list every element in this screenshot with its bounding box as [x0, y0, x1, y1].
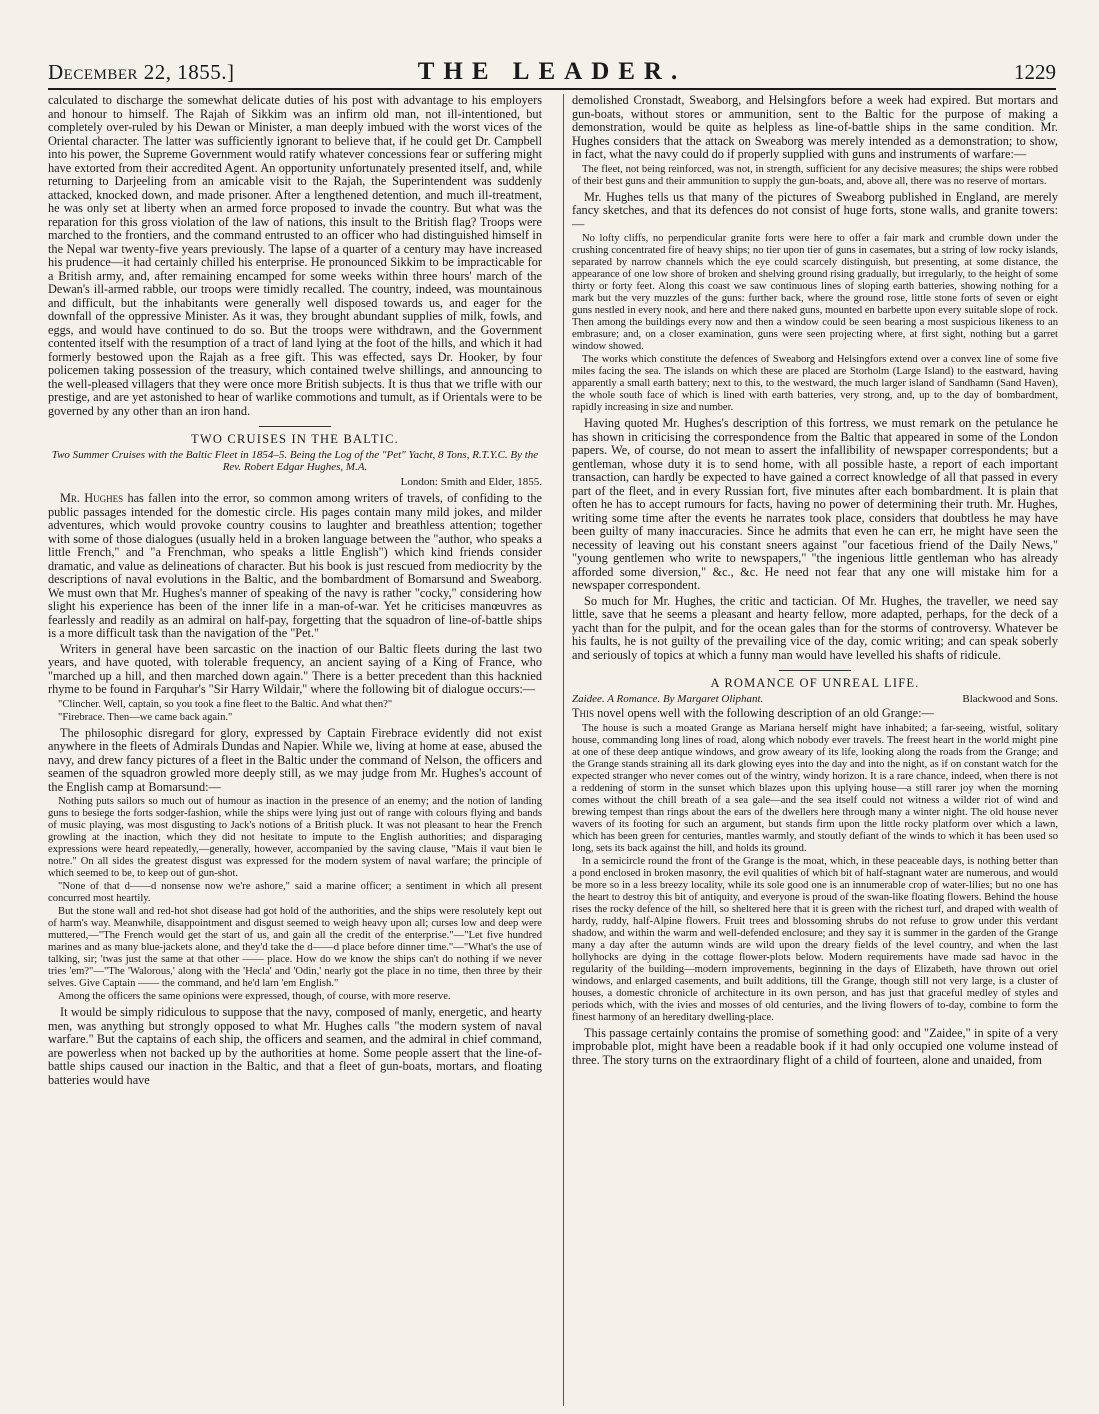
- quote-paragraph: The works which constitute the defences of Sweaborg and Helsingfors extend over a convex line of some five miles facing the sea. The islands on which these are placed are Storholm (Large Island) to the eastward, having apparently a small earth battery; next to this, to the westward, the much larger island of Sandhamn (Sand Haven), the whole south face of which is lined with earth batteries, very strong, and, up to the day of bombardment, rapidly increasing in size and number.: [572, 354, 1058, 413]
- quote-paragraph: Nothing puts sailors so much out of humour as inaction in the presence of an enemy; and the notion of landing guns to besiege the forts sodger-fashion, while the ships were lying just out of range with colours flying and bands of music playing, was most disgusting to Jack's notions of a British pluck. It was not pleasant to hear the French growling at the inaction, which they did not hesitate to impute to the English authorities; and disparaging expressions were heard repeatedly,—generally, however, accompanied by the saving clause, "Mais il vaut bien le notre." On all sides the greatest disgust was expressed for the modern system of naval warfare; the principle of which seemed to be, to keep out of gun-shot.: [48, 796, 542, 879]
- continuation-paragraph: demolished Cronstadt, Sweaborg, and Helsingfors before a week had expired. But mortars and gun-boats, without stores or ammunition, sent to the Baltic for the purpose of making a demonstration, would be quite as helpless as line-of-battle ships in the same condition. Mr. Hughes considers that the attack on Sweaborg was merely intended as a demonstration; to show, in fact, what the navy could do if properly supplied with guns and instruments of warfare:—: [572, 94, 1058, 161]
- book-citation: [572, 693, 1058, 706]
- block-quote: [572, 723, 1058, 1024]
- quote-paragraph: No lofty cliffs, no perpendicular granite forts were here to offer a fair mark and crumble down under the crushing concentrated fire of heavy ships; no tier upon tier of guns in casemates, but a string of low rocky islands, separated by narrow channels which the eye could scarcely distinguish, but presenting, at some distance, the appearance of one low shore of broken and shelving ground rising gradually, but irregularly, to the height of some thirty or forty feet. Along this coast we saw continuous lines of sloping earth batteries, showing nothing for a mark but the very muzzles of the guns: further back, where the ground rose, little stone forts of seven or eight guns nestled in every nook, and here and there naked guns, mounted en barbette upon every suitable slope of rock. Then among the buildings every now and then a window could be seen bearing a most suspicious likeness to an embrasure; and, on a closer examination, guns were seen projecting where, at first sight, nothing but a garret window showed.: [572, 233, 1058, 352]
- block-quote: [572, 233, 1058, 414]
- quote-paragraph: But the stone wall and red-hot shot disease had got hold of the authorities, and the ships were resolutely kept out of harm's way. Meanwhile, disappointment and disgust seemed to weigh heavy upon all; curses low and deep were muttered,—"The French would get the start of us, and gain all the credit of the enterprise."—"Let five hundred marines and as many blue-jackets alone, and they'd take the d——d place before dinner time."—"What's the use of talking, sir; 'twas just the same at that other —— place. How do we know the ships can't do nothing if we never tries 'em?"—"The 'Walorous,' along with the 'Hecla' and 'Odin,' nearly got the place in no time, then three by their selves. Give Captain —— the command, and he'd larn 'em English.": [48, 906, 542, 989]
- book-publisher: London: Smith and Elder, 1855.: [400, 475, 542, 488]
- dialogue-line: "Firebrace. Then—we came back again.": [58, 711, 233, 723]
- article-paragraph: Mr. Hughes has fallen into the error, so common among writers of travels, of confiding to the public passages intended for the domestic circle. His pages contain many mild jokes, and milder adventures, which would provoke country cousins to laughter and breathless attention; together with some of those dialogues (usually held in a broken language between the "author, who speaks a little French," and "a Frenchman, who speaks a little English") which kind friends consider dramatic, and value as delineations of character. But his book is just rescued from mediocrity by the descriptions of naval evolutions in the Baltic, and the bombardment of Bomarsund and Sweaborg. We must own that Mr. Hughes's manner of speaking of the navy is rather "cocky," considering how slight his experience has been of the inner life in a man-of-war. Yet he criticises manœuvres as fearlessly and readily as an admiral on half-pay, forgetting that the squadron of line-of-battle ships is a more difficult task than the navigation of the "Pet.": [48, 491, 542, 640]
- lead-name: This: [572, 706, 595, 720]
- page-number: 1229: [1014, 60, 1056, 84]
- dialogue-line: "Clincher. Well, captain, so you took a fine fleet to the Baltic. And what then?": [58, 698, 393, 710]
- quote-paragraph: In a semicircle round the front of the Grange is the moat, which, in these peaceable days, is nothing better than a pond enclosed in broken masonry, the evil qualities of which bit of half-stagnant water are numerous, and would be more so in a less breezy locality, while its sole good one is an innumerable crop of water-lilies; but no one has the heart to destroy this bit of antiquity, and everyone is proud of the swan-like floating flowers. Behind the house rises the rocky defence of the hill, so sheltered here that it is green with the richest turf, and draped with wealth of hardy, ruddy, half-Alpine flowers. Fruit trees and blossoming shrubs do not refuse to grow under this verdant shadow, and within the warm and well-defended enclosure; and they say it is summer in the garden of the Grange many a day after the autumn winds are wild upon the dreary fields of the level country, and when the last hollyhocks are dying in the cottage flower-plots below. Modern requirements have made sad havoc in the regularity of the building—modern improvements, beginning in the days of Elizabeth, have thrown out oriel windows, and enlarged casements, and built additions, till the Grange, though still not very large, is a cluster of houses, a domestic chronicle of architecture in its own person, and has just that graceful medley of styles and periods which, with the ivies and mosses of old centuries, and the living flowers of to-day, combine to form the finest harmony of an hereditary dwelling-place.: [572, 855, 1058, 1023]
- book-citation: Two Summer Cruises with the Baltic Fleet in 1854–5. Being the Log of the "Pet" Yacht, 8 Tons, R.T.Y.C. By the Rev. Robert Edgar Hughes, M.A.: [51, 448, 539, 473]
- quote-paragraph: The fleet, not being reinforced, was not, in strength, sufficient for any decisive measures; the ships were robbed of their best guns and their ammunition to supply the gun-boats, and, above all, there was no reserve of mortars.: [572, 163, 1058, 187]
- article-paragraph: Writers in general have been sarcastic on the inaction of our Baltic fleets during the last two years, and have quoted, with tolerable frequency, an ancient saying of a King of France, who "marched up a hill, and then marched down again." There is a better precedent than this hacknied rhyme to be found in Farquhar's "Sir Harry Wildair," where the following bit of dialogue occurs:—: [48, 641, 542, 696]
- article-paragraph: This passage certainly contains the promise of something good: and "Zaidee," in spite of a very improbable plot, might have been a readable book if it had only occupied one volume instead of three. The story turns on the extraordinary flight of a child of fourteen, alone and unaided, from: [572, 1025, 1058, 1067]
- lead-name: Mr. Hughes: [60, 491, 124, 505]
- article-heading: A ROMANCE OF UNREAL LIFE.: [710, 676, 920, 690]
- issue-date: December 22, 1855.]: [48, 60, 235, 84]
- article-paragraph: Mr. Hughes tells us that many of the pictures of Sweaborg published in England, are merely fancy sketches, and that its defences do not consist of huge forts, stone walls, and granite towers:—: [572, 189, 1058, 231]
- article-divider: [779, 670, 851, 671]
- right-column: [563, 94, 1058, 1406]
- quote-paragraph: "None of that d——d nonsense now we're ashore," said a marine officer; a sentiment in which all present concurred most heartily.: [48, 881, 542, 904]
- quote-paragraph: The house is such a moated Grange as Mariana herself might have inhabited; a far-seeing, wistful, solitary house, commanding long lines of road, along which nobody ever travels. The freest heart in the world might pine at one of these deep antique windows, and grow aweary of its life, looking along the roads from the Grange; and the Grange stands straining all its dark glowing eyes into the day and into the night, as if on constant watch for the expected stranger who never comes out of the wintry, windy horizon. It is a rare chance, indeed, when there is not a reddening of storm in the sunset which blazes upon this uplying house—a still rarer joy when the morning comes without the chill breath of a sea gale—and the sea itself could not witness a wilder riot of wind and brewing tempest than rings about the ears of the dwellers here through many a winter night. The old house never wavers of its footing for such an argument, but stands firm upon the little rocky platform over which a lawn, which has been green for centuries, mantles warmly, and stoutly defiant of the winds to which it has been used so long, sets its back against the hill, and holds its ground.: [572, 722, 1058, 854]
- newspaper-title: THE LEADER.: [417, 58, 687, 85]
- article-paragraph: Having quoted Mr. Hughes's description of this fortress, we must remark on the petulance he has shown in criticising the correspondence from the Baltic that appeared in some of the London papers. We, of course, do not mean to assert the infallibility of newspaper correspondents; but a gentleman, whose duty it is to send home, with all possible haste, a report of each important transaction, can hardly be expected to have gained a correct knowledge of all that passed in every part of the fleet, and in every Russian fort, five minutes after each bombardment. It is plain that often he has to accept rumours for facts, having no power of determining their truth. Mr. Hughes, writing some time after the events he narrates took place, considers that doubtless he may have been guilty of many inaccuracies. Since he admits that even he can err, he might have seen the necessity of leaving out his constant sneers against "our facetious friend of the Daily News," "young gentlemen who write to newspapers," "the ingenious little gentleman who has already afforded some diversion," &c., &c. He need not fear that any one will mistake him for a newspaper correspondent.: [572, 416, 1058, 592]
- dialogue-quote: [48, 699, 542, 724]
- block-quote: [572, 164, 1058, 188]
- article-divider: [259, 426, 331, 427]
- continuation-paragraph: calculated to discharge the somewhat delicate duties of his post with advantage to his employers and honour to himself. The Rajah of Sikkim was an infirm old man, not ill-intentioned, but completely over-ruled by his Dewan or Minister, a man deeply imbued with the worst vices of the Oriental character. The latter was sufficiently ignorant to believe that, if he could get Dr. Campbell into his power, the Supreme Government would ratify whatever concessions fear or suffering might have extorted from their accredited Agent. An opportunity unfortunately presented itself, and, while returning to Darjeeling from an amicable visit to the Rajah, the Superintendent was suddenly attacked, knocked down, and made prisoner. After a lengthened detention, and much ill-treatment, he was only set at liberty when an armed force proposed to invade the country. But what was the reparation for this gross violation of the law of nations, this insult to the British flag? Troops were marched to the frontiers, and the command entrusted to an officer who had distinguished himself in the Nepal war twenty-five years previously. The lapse of a quarter of a century may have increased his prudence—it had certainly chilled his enterprise. He pronounced Sikkim to be impracticable for a British army, and, after remaining encamped for some weeks within three hours' march of the Dewan's ill-armed rabble, our troops were timidly recalled. The country, indeed, was mountainous and difficult, but the inhabitants were generally well disposed towards us, and eager for the downfall of the oppressive Minister. As it was, they brought abundant supplies of milk, fowls, and eggs, and would have continued to do so. But the troops were withdrawn, and the Government contented itself with the resumption of a tract of land lying at the foot of the hills, and which it had formerly bestowed upon the Rajah as a free gift. This was effected, says Dr. Hooker, by four policemen taking possession of the treasury, which contained twelve shillings, and announcing to the well-pleased villagers that they were once more British subjects. It is thus that we trifle with our prestige, and are yet astonished to hear of warlike commotions and tumult, as if Orientals were to be governed by any other than an iron hand.: [48, 94, 542, 418]
- article-paragraph: So much for Mr. Hughes, the critic and tactician. Of Mr. Hughes, the traveller, we need say little, save that he seems a pleasant and hearty fellow, more adapted, perhaps, for the deck of a yacht than for the pulpit, and for the ocean gales than for the storms of controversy. Whatever be his faults, he is not guilty of the prevailing vice of the day, comic writing; and can speak soberly and seriously of topics at which a funny man would have levelled his shafts of ridicule.: [572, 593, 1058, 662]
- article-paragraph: This novel opens well with the following description of an old Grange:—: [572, 706, 934, 720]
- quote-paragraph: Among the officers the same opinions were expressed, though, of course, with more reserve.: [58, 991, 451, 1002]
- article-paragraph: The philosophic disregard for glory, expressed by Captain Firebrace evidently did not exist anywhere in the fleets of Admirals Dundas and Napier. While we, living at home at ease, abused the navy, and drew fancy pictures of a fleet in the Baltic under the command of Nelson, the officers and seamen of the squadron growled more deeply still, as we may judge from Mr. Hughes's account of the English camp at Bomarsund:—: [48, 725, 542, 794]
- book-publisher: Blackwood and Sons.: [962, 692, 1058, 705]
- masthead: [48, 58, 1056, 90]
- article-heading: TWO CRUISES IN THE BALTIC.: [191, 432, 399, 446]
- article-paragraph: It would be simply ridiculous to suppose that the navy, composed of manly, energetic, and hearty men, was anything but strongly opposed to what Mr. Hughes calls "the modern system of naval warfare." But the captains of each ship, the officers and seamen, and the admiral in chief command, are powerless when not backed up by the authorities at home. Some people assert that the line-of-battle ships caused our inaction in the Baltic, and that a fleet of gun-boats, mortars, and floating batteries would have: [48, 1005, 542, 1087]
- left-column: [48, 94, 542, 1406]
- block-quote: [48, 796, 542, 1003]
- book-title: Zaidee. A Romance. By Margaret Oliphant.: [572, 692, 764, 705]
